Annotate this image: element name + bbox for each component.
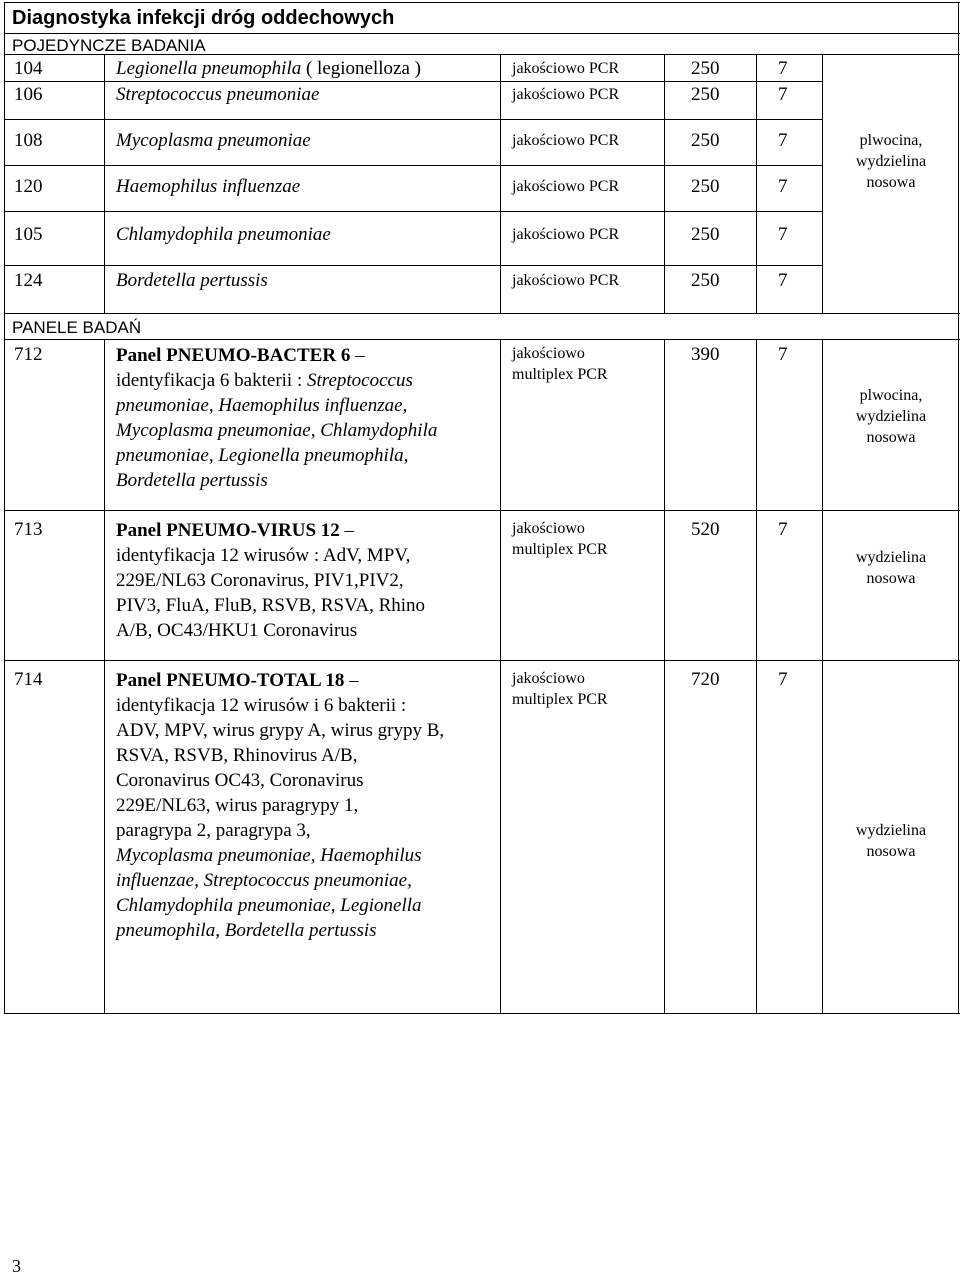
document-title: Diagnostyka infekcji dróg oddechowych <box>12 7 395 29</box>
column-divider <box>500 54 501 313</box>
test-price: 250 <box>691 84 720 105</box>
panel-material: plwocina, wydzielina nosowa <box>855 387 927 446</box>
panel-price: 720 <box>691 669 720 690</box>
column-divider <box>104 339 105 1014</box>
test-name: Mycoplasma pneumoniae <box>116 130 311 151</box>
table-border-bottom <box>4 1013 960 1014</box>
table-border-left <box>4 2 5 1014</box>
section-header-single: POJEDYNCZE BADANIA <box>12 36 206 55</box>
test-method: jakościowo PCR <box>512 272 620 289</box>
test-price: 250 <box>691 130 720 151</box>
test-price: 250 <box>691 224 720 245</box>
panel-days: 7 <box>778 344 788 365</box>
column-divider <box>822 339 823 1014</box>
panel-method: jakościowo multiplex PCR <box>512 345 608 383</box>
rule <box>4 339 960 340</box>
column-divider <box>756 54 757 313</box>
test-method: jakościowo PCR <box>512 132 620 149</box>
test-code: 104 <box>14 58 43 79</box>
panel-description: Panel PNEUMO-BACTER 6 – identyfikacja 6 bakterii : Streptococcus pneumoniae, Haemophilus influenzae, Mycoplasma pneumoniae, Chlamydophila pneumoniae, Legionella pneumophila, Bordetella pertussis <box>116 345 438 491</box>
test-days: 7 <box>778 130 788 151</box>
test-name: Haemophilus influenzae <box>116 176 301 197</box>
test-name: Bordetella pertussis <box>116 270 268 291</box>
panel-code: 712 <box>14 344 43 365</box>
test-method: jakościowo PCR <box>512 226 620 243</box>
single-material: plwocina, wydzielina nosowa <box>855 132 927 191</box>
panel-method: jakościowo multiplex PCR <box>512 520 608 558</box>
test-code: 108 <box>14 130 43 151</box>
rule <box>4 81 822 82</box>
rule <box>4 660 960 661</box>
test-days: 7 <box>778 84 788 105</box>
panel-price: 390 <box>691 344 720 365</box>
rule <box>4 510 960 511</box>
test-method: jakościowo PCR <box>512 178 620 195</box>
panel-description: Panel PNEUMO-TOTAL 18 – identyfikacja 12 wirusów i 6 bakterii : ADV, MPV, wirus grypy A, wirus grypy B, RSVA, RSVB, Rhinovirus A/B, Coronavirus OC43, Coronavirus 229E/NL63, wirus paragrypy 1, paragrypa 2, paragrypa 3, Mycoplasma pneumoniae, Haemophilus influenzae, Streptococcus pneumoniae, Chlamydophila pneumoniae, Legionella pneumophila, Bordetella pertussis <box>116 670 445 941</box>
section-header-panels: PANELE BADAŃ <box>12 318 142 337</box>
panel-name: Panel PNEUMO-VIRUS 12 <box>116 520 340 541</box>
page-number: 3 <box>12 1256 21 1276</box>
test-method: jakościowo PCR <box>512 60 620 77</box>
panel-name: Panel PNEUMO-TOTAL 18 <box>116 670 345 691</box>
table-border-right <box>958 2 959 1014</box>
rule <box>4 165 822 166</box>
test-code: 124 <box>14 270 43 291</box>
test-price: 250 <box>691 176 720 197</box>
column-divider <box>664 54 665 313</box>
column-divider <box>104 54 105 313</box>
panel-days: 7 <box>778 519 788 540</box>
panel-price: 520 <box>691 519 720 540</box>
panel-method: jakościowo multiplex PCR <box>512 670 608 708</box>
panel-material: wydzielina nosowa <box>855 822 927 860</box>
panel-code: 714 <box>14 669 43 690</box>
column-divider <box>664 339 665 1014</box>
test-name: Chlamydophila pneumoniae <box>116 224 331 245</box>
test-code: 105 <box>14 224 43 245</box>
test-days: 7 <box>778 58 788 79</box>
test-method: jakościowo PCR <box>512 86 620 103</box>
panel-material: wydzielina nosowa <box>855 549 927 587</box>
panel-days: 7 <box>778 669 788 690</box>
test-days: 7 <box>778 176 788 197</box>
panel-code: 713 <box>14 519 43 540</box>
column-divider <box>756 339 757 1014</box>
test-name: Legionella pneumophila ( legionelloza ) <box>116 58 421 79</box>
test-code: 120 <box>14 176 43 197</box>
table-border-top <box>4 2 960 3</box>
test-code: 106 <box>14 84 43 105</box>
test-name: Streptococcus pneumoniae <box>116 84 320 105</box>
rule <box>4 119 822 120</box>
column-divider <box>500 339 501 1014</box>
rule <box>4 211 822 212</box>
test-price: 250 <box>691 270 720 291</box>
test-price: 250 <box>691 58 720 79</box>
panel-description: Panel PNEUMO-VIRUS 12 – identyfikacja 12 wirusów : AdV, MPV, 229E/NL63 Coronavirus, PIV1,PIV2, PIV3, FluA, FluB, RSVB, RSVA, Rhino A/B, OC43/HKU1 Coronavirus <box>116 520 426 641</box>
test-days: 7 <box>778 224 788 245</box>
test-days: 7 <box>778 270 788 291</box>
panel-name: Panel PNEUMO-BACTER 6 <box>116 345 351 366</box>
rule <box>4 265 822 266</box>
rule <box>4 313 960 314</box>
column-divider <box>822 54 823 313</box>
